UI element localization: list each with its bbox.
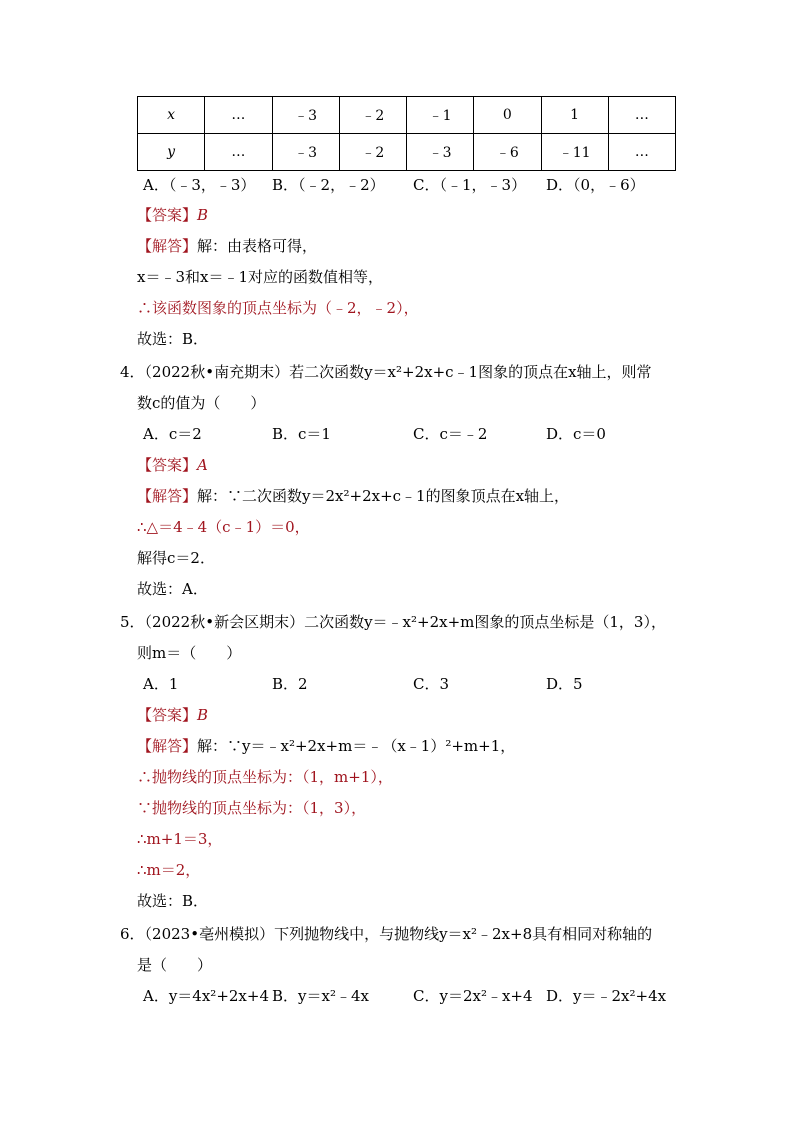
analysis-text: 解：∵二次函数y＝2x²+2x+c﹣1的图象顶点在x轴上， xyxy=(197,487,570,505)
analysis-tag: 【解答】 xyxy=(137,487,198,505)
answer-line xyxy=(137,455,208,475)
table-cell: ﹣11 xyxy=(541,134,608,171)
table-cell: ﹣3 xyxy=(272,134,339,171)
analysis-tag: 【解答】 xyxy=(137,237,198,255)
analysis-line xyxy=(137,736,515,756)
option-c: C．（﹣1，﹣3） xyxy=(413,176,527,194)
answer-tag: 【答案】 xyxy=(137,206,198,224)
table-cell: 1 xyxy=(541,97,608,134)
analysis-tag: 【解答】 xyxy=(137,737,198,755)
question-stem: 4．（2022秋•南充期末）若二次函数y＝x²+2x+c﹣1图象的顶点在x轴上，则常 xyxy=(120,363,652,381)
table-cell: ﹣6 xyxy=(474,134,541,171)
question-stem: 数c的值为（ ） xyxy=(137,394,266,412)
answer-line xyxy=(137,205,208,225)
analysis-text: ∴m+1＝3， xyxy=(137,830,223,848)
table-cell: … xyxy=(608,134,675,171)
table-cell: ﹣3 xyxy=(272,97,339,134)
table-cell: … xyxy=(205,97,272,134)
analysis-text: ∵抛物线的顶点坐标为：（1，3）， xyxy=(137,799,367,817)
option-b: B．2 xyxy=(272,675,308,693)
option-a: A．（﹣3，﹣3） xyxy=(143,176,256,194)
analysis-text: 解：∵y＝﹣x²+2x+m＝﹣（x﹣1）²+m+1， xyxy=(197,737,516,755)
analysis-text: ∴抛物线的顶点坐标为：（1，m+1）， xyxy=(137,768,393,786)
answer-value: B xyxy=(197,206,209,224)
question-stem: 则m＝（ ） xyxy=(137,644,242,662)
answer-tag: 【答案】 xyxy=(137,456,198,474)
option-a: A．y＝4x²+2x+4 xyxy=(143,987,270,1005)
option-a: A．1 xyxy=(143,675,179,693)
analysis-text: ∴m＝2， xyxy=(137,861,201,879)
option-a: A．c＝2 xyxy=(143,425,202,443)
option-d: D．c＝0 xyxy=(546,425,606,443)
option-b: B．（﹣2，﹣2） xyxy=(272,176,385,194)
analysis-text: 故选：A． xyxy=(137,580,208,598)
analysis-text: x＝﹣3和x＝﹣1对应的函数值相等， xyxy=(137,268,384,286)
table-cell: ﹣2 xyxy=(339,97,406,134)
option-c: C．c＝﹣2 xyxy=(413,425,488,443)
answer-value: B xyxy=(197,706,209,724)
answer-tag: 【答案】 xyxy=(137,706,198,724)
value-table xyxy=(137,96,676,171)
table-cell: … xyxy=(205,134,272,171)
option-c: C．3 xyxy=(413,675,450,693)
table-cell: … xyxy=(608,97,675,134)
table-cell: ﹣3 xyxy=(407,134,474,171)
table-row xyxy=(138,97,676,134)
option-d: D．（0，﹣6） xyxy=(546,176,645,194)
table-cell: ﹣1 xyxy=(407,97,474,134)
analysis-line xyxy=(137,486,569,506)
analysis-text: ∴该函数图象的顶点坐标为（﹣2，﹣2）， xyxy=(137,299,419,317)
question-stem: 是（ ） xyxy=(137,956,213,974)
question-stem: 5．（2022秋•新会区期末）二次函数y＝﹣x²+2x+m图象的顶点坐标是（1，3）， xyxy=(120,613,666,631)
table-row xyxy=(138,134,676,171)
analysis-text: ∴△＝4﹣4（c﹣1）＝0， xyxy=(137,518,310,536)
table-cell: y xyxy=(138,134,205,171)
option-c: C．y＝2x²﹣x+4 xyxy=(413,987,533,1005)
analysis-text: 解得c＝2． xyxy=(137,549,215,567)
analysis-text: 故选：B． xyxy=(137,892,209,910)
analysis-text: 解：由表格可得， xyxy=(197,237,318,255)
question-stem: 6．（2023•亳州模拟）下列抛物线中，与抛物线y＝x²﹣2x+8具有相同对称轴的 xyxy=(120,925,653,943)
analysis-text: 故选：B． xyxy=(137,330,209,348)
table-cell: 0 xyxy=(474,97,541,134)
option-b: B．c＝1 xyxy=(272,425,331,443)
option-b: B．y＝x²﹣4x xyxy=(272,987,369,1005)
option-d: D．y＝﹣2x²+4x xyxy=(546,987,667,1005)
table-cell: ﹣2 xyxy=(339,134,406,171)
answer-line xyxy=(137,705,208,725)
option-d: D．5 xyxy=(546,675,583,693)
analysis-line xyxy=(137,236,317,256)
table-cell: x xyxy=(138,97,205,134)
answer-value: A xyxy=(197,456,208,474)
